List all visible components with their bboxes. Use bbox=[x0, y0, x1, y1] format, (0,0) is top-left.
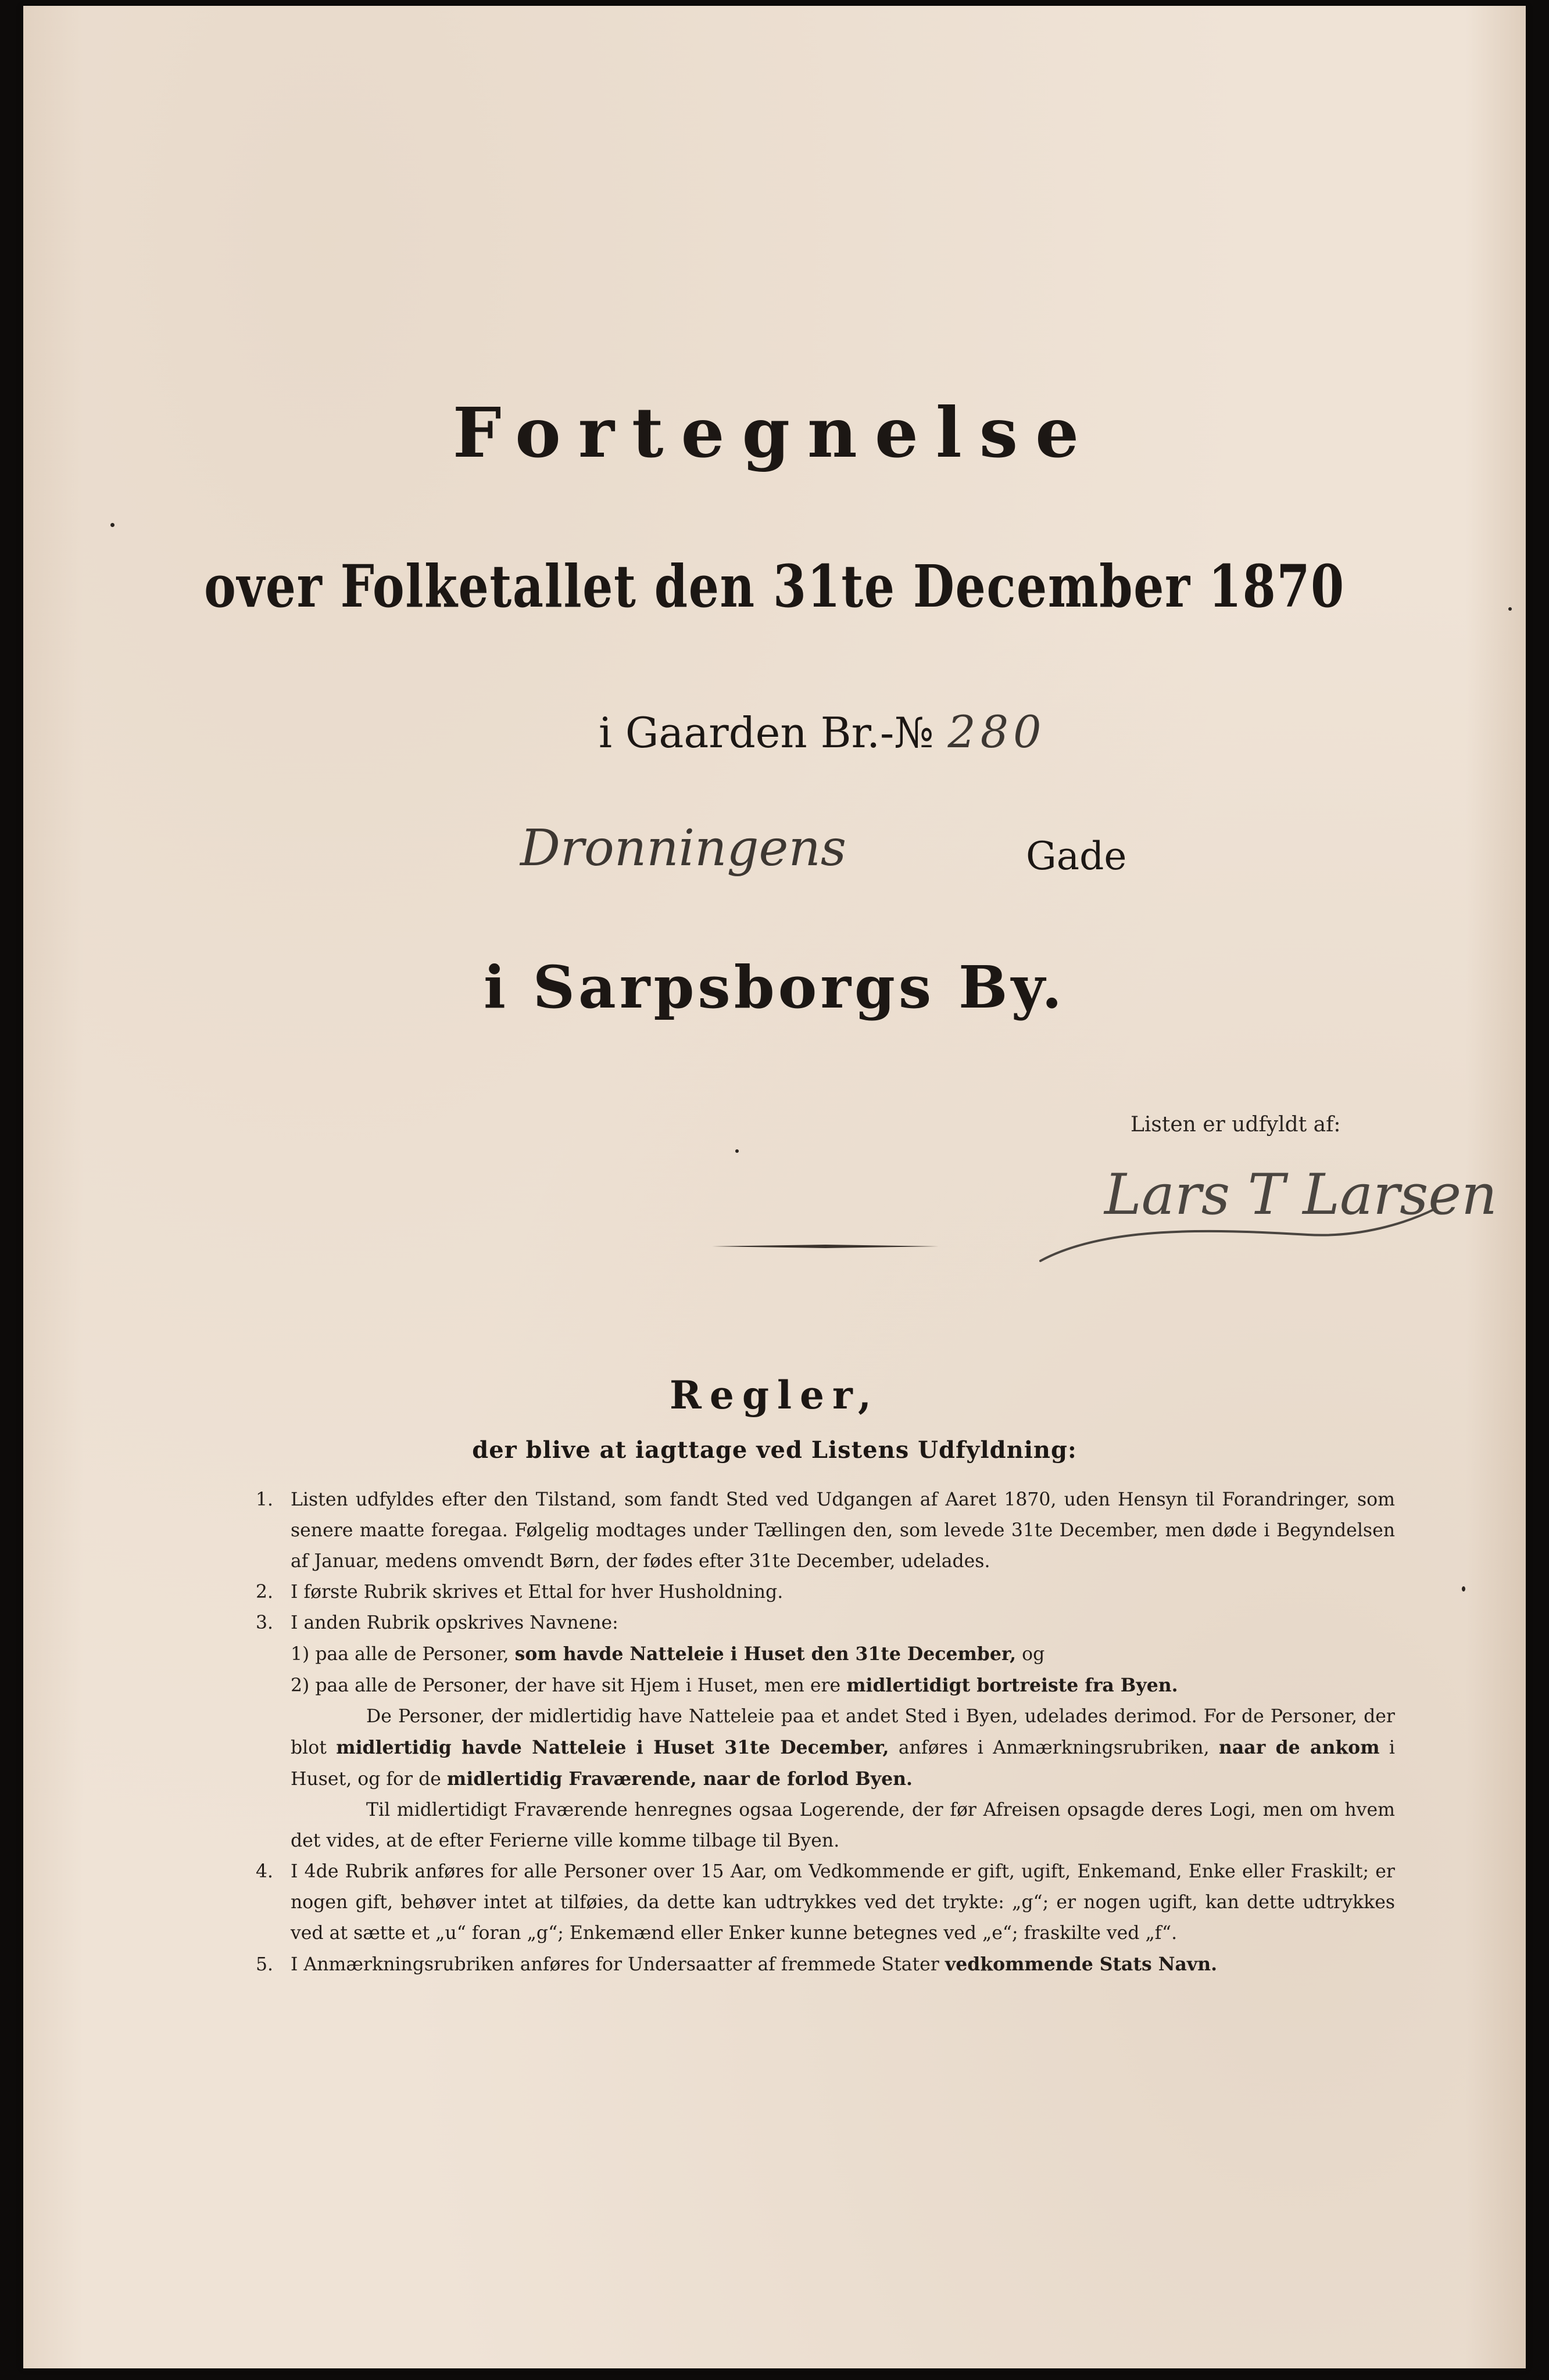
rule-4 bbox=[256, 1856, 1395, 1949]
street-name-handwritten: Dronningens bbox=[520, 819, 846, 877]
rule-3-item-2 bbox=[256, 1670, 1395, 1701]
rule-number: 3. bbox=[256, 1612, 274, 1633]
rule-text: I 4de Rubrik anføres for alle Personer over 15 Aar, om Vedkommende er gift, ugift, Enkemand, Enke eller Fraskilt; er nogen gift, behøver intet at tilføies, da dette kan udtrykkes ved det trykte: „g“; er nogen ugift, kan dette udtrykkes ved at sætte et „u“ foran „g“; Enkemænd eller Enker kunne betegnes ved „e“; fraskilte ved „f“. bbox=[291, 1861, 1395, 1944]
gaard-line bbox=[599, 706, 1046, 758]
paper-speck bbox=[110, 523, 115, 527]
rule-5 bbox=[256, 1949, 1395, 1980]
rule-emphasis: midlertidig Fraværende, naar de forlod Byen. bbox=[446, 1768, 913, 1790]
rule-3 bbox=[256, 1608, 1395, 1639]
rule-text: De Personer, der midlertidig have Natteleie paa et andet Sted i Byen, udelades derimod. For de Personer, der blot bbox=[291, 1706, 1395, 1758]
rule-emphasis: som havde Natteleie i Huset den 31te December, bbox=[514, 1643, 1017, 1665]
signature: Lars T Larsen bbox=[1104, 1162, 1497, 1227]
rule-text: I Anmærkningsrubriken anføres for Undersaatter af fremmede Stater bbox=[291, 1954, 939, 1975]
filled-by-label: Listen er udfyldt af: bbox=[1131, 1113, 1341, 1137]
form-subtitle: over Folketallet den 31te December 1870 bbox=[204, 552, 1345, 621]
rule-text: 2) paa alle de Personer, der have sit Hjem i Huset, men ere bbox=[291, 1675, 841, 1696]
rule-number: 4. bbox=[256, 1861, 274, 1882]
rule-text: anføres i Anmærkningsrubriken, bbox=[898, 1737, 1210, 1758]
rule-number: 1. bbox=[256, 1489, 274, 1510]
rule-number: 5. bbox=[256, 1954, 274, 1975]
rule-emphasis: midlertidig havde Natteleie i Huset 31te December, bbox=[336, 1737, 889, 1758]
rule-3-para-1 bbox=[256, 1701, 1395, 1795]
rule-text: I anden Rubrik opskrives Navnene: bbox=[291, 1612, 618, 1633]
rules-title: Regler, bbox=[669, 1372, 879, 1418]
census-form-page bbox=[23, 6, 1526, 2368]
gaard-number: 280 bbox=[947, 706, 1046, 758]
rule-number: 2. bbox=[256, 1582, 274, 1603]
rule-text: Listen udfyldes efter den Tilstand, som fandt Sted ved Udgangen af Aaret 1870, uden Hensyn til Forandringer, som senere maatte foregaa. Følgelig modtages under Tællingen den, som levede 31te December, men døde i Begyndelsen af Januar, medens omvendt Børn, der fødes efter 31te December, udelades. bbox=[291, 1489, 1395, 1572]
form-title: Fortegnelse bbox=[452, 392, 1097, 473]
rule-emphasis: naar de ankom bbox=[1218, 1737, 1380, 1758]
rule-text: i Huset, og for de bbox=[291, 1737, 1395, 1790]
city-line: i Sarpsborgs By. bbox=[483, 953, 1066, 1021]
signature-flourish bbox=[1035, 1174, 1441, 1273]
rule-text: Til midlertidigt Fraværende henregnes ogsaa Logerende, der før Afreisen opsagde deres Logi, men om hvem det vides, at de efter Ferierne ville komme tilbage til Byen. bbox=[291, 1800, 1395, 1851]
rules-subtitle: der blive at iagttage ved Listens Udfyldning: bbox=[472, 1436, 1077, 1464]
gaard-label: i Gaarden Br.-№ bbox=[599, 708, 934, 757]
rule-text: I første Rubrik skrives et Ettal for hver Husholdning. bbox=[291, 1582, 784, 1603]
rule-3-para-2 bbox=[256, 1795, 1395, 1856]
rule-2 bbox=[256, 1577, 1395, 1608]
rules-list bbox=[256, 1485, 1395, 1980]
rule-text: og bbox=[1022, 1644, 1045, 1665]
rule-emphasis: midlertidigt bortreiste fra Byen. bbox=[846, 1675, 1178, 1696]
street-word: Gade bbox=[1026, 834, 1127, 879]
paper-speck bbox=[1462, 1586, 1465, 1592]
rule-1 bbox=[256, 1485, 1395, 1577]
ornament-divider bbox=[709, 1242, 942, 1250]
rule-text: 1) paa alle de Personer, bbox=[291, 1644, 509, 1665]
paper-speck bbox=[1508, 607, 1512, 611]
rule-emphasis: vedkommende Stats Navn. bbox=[945, 1954, 1218, 1975]
rule-3-item-1 bbox=[256, 1639, 1395, 1670]
paper-speck bbox=[735, 1149, 739, 1153]
